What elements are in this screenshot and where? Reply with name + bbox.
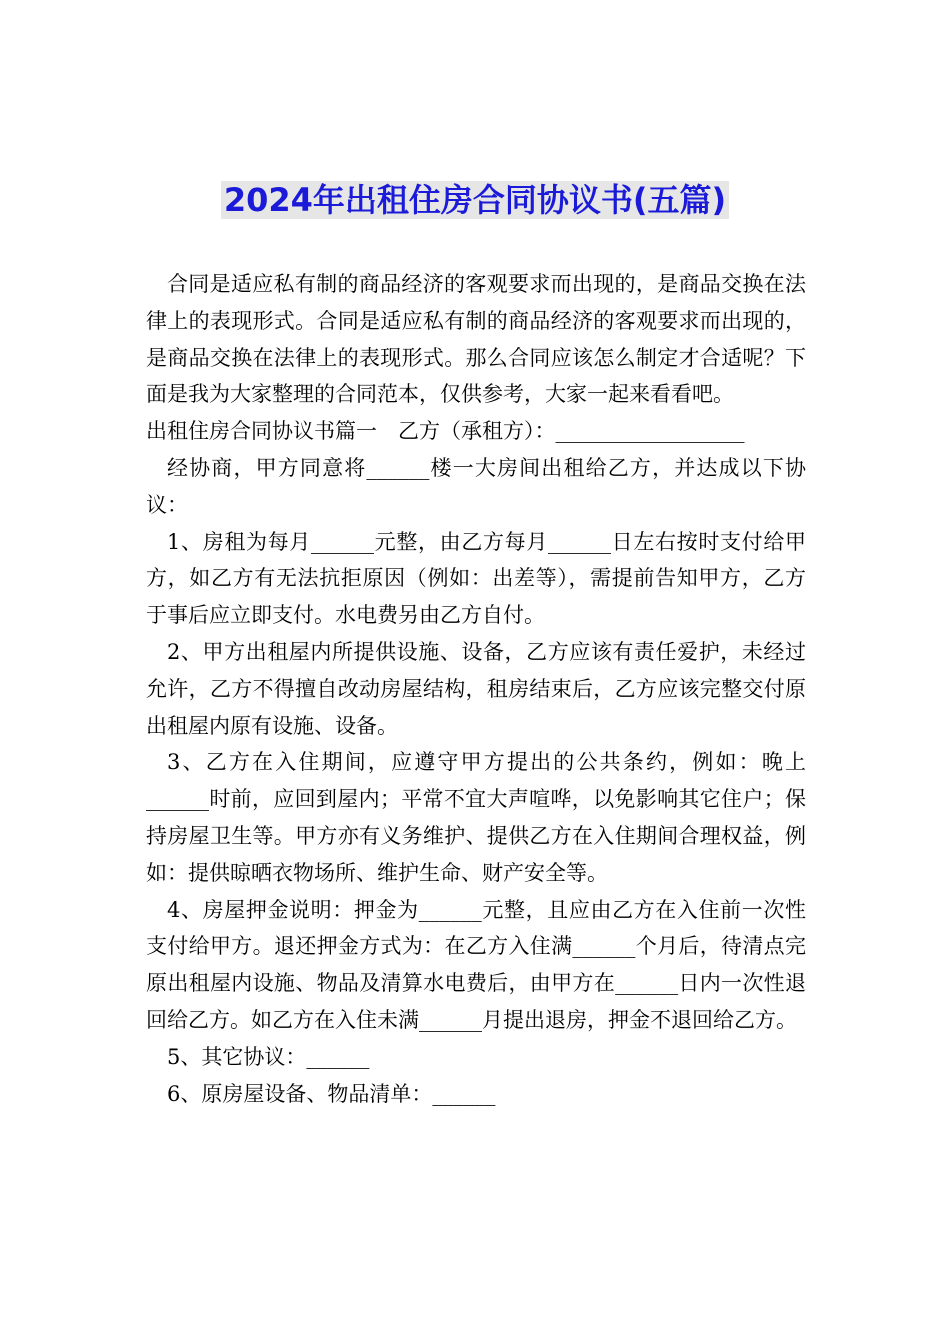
clause-3: 3、乙方在入住期间，应遵守甲方提出的公共条约，例如：晚上______时前，应回到屋内；平常不宜大声喧哗，以免影响其它住户；保持房屋卫生等。甲方亦有义务维护、提供乙方在入住期间合理权益，例如：提供晾晒衣物场所、维护生命、财产安全等。 [146, 750, 806, 885]
title-text: 2024年出租住房合同协议书(五篇) [221, 181, 729, 219]
clause-1: 1、房租为每月______元整，由乙方每月______日左右按时支付给甲方，如乙方有无法抗拒原因（例如：出差等），需提前告知甲方，乙方于事后应立即支付。水电费另由乙方自付。 [146, 529, 806, 628]
section-heading: 出租住房合同协议书篇一 乙方（承租方）：__________________ [146, 419, 745, 444]
clause-2: 2、甲方出租屋内所提供设施、设备，乙方应该有责任爱护，未经过允许，乙方不得擅自改动房屋结构，租房结束后，乙方应该完整交付原出租屋内原有设施、设备。 [146, 639, 806, 738]
agreement-paragraph: 经协商，甲方同意将______楼一大房间出租给乙方，并达成以下协议： [146, 455, 806, 517]
document-body [146, 266, 806, 1112]
clause-5: 5、其它协议：______ [167, 1044, 370, 1069]
intro-paragraph: 合同是适应私有制的商品经济的客观要求而出现的，是商品交换在法律上的表现形式。合同是适应私有制的商品经济的客观要求而出现的，是商品交换在法律上的表现形式。那么合同应该怎么制定才合适呢？下面是我为大家整理的合同范本，仅供参考，大家一起来看看吧。 [146, 272, 806, 407]
document-title [0, 176, 950, 224]
clause-4: 4、房屋押金说明：押金为______元整，且应由乙方在入住前一次性支付给甲方。退还押金方式为：在乙方入住满______个月后，待清点完原出租屋内设施、物品及清算水电费后，由甲方在______日内一次性退回给乙方。如乙方在入住未满______月提出退房，押金不退回给乙方。 [146, 897, 806, 1032]
clause-6: 6、原房屋设备、物品清单：______ [167, 1081, 496, 1106]
